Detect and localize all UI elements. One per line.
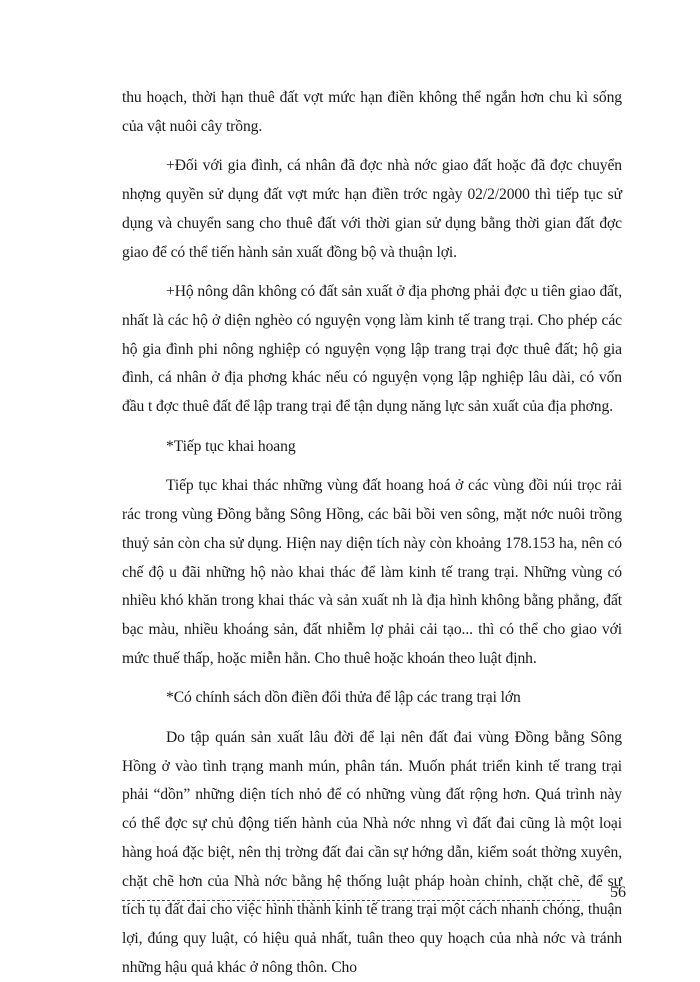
section-heading-don-dien: *Có chính sách dồn điền đổi thửa để lập các trang trại lớn xyxy=(166,689,521,707)
section-heading-khai-hoang: *Tiếp tục khai hoang xyxy=(166,437,296,455)
paragraph-3: +Hộ nông dân không có đất sản xuất ở địa phơng phải đợc u tiên giao đất, nhất là các hộ ở diện nghèo có nguyện vọng làm kinh tế trang trại. Cho phép các hộ gia đình phi nông nghiệp có nguyện vọng lập trang trại đợc thuê đất; hộ gia đình, cá nhân ở địa phơng khác nếu có nguyện vọng lập nghiệp lâu dài, có vốn đầu t đợc thuê đất để lập trang trại để tận dụng năng lực sản xuất của địa phơng. xyxy=(122,283,622,416)
body-text xyxy=(122,84,622,982)
page-number: 56 xyxy=(610,884,626,901)
paragraph-1: thu hoạch, thời hạn thuê đất vợt mức hạn điền không thể ngắn hơn chu kì sống của vật nuôi cây trồng. xyxy=(122,89,622,135)
paragraph-2: +Đối với gia đình, cá nhân đã đợc nhà nớc giao đất hoặc đã đợc chuyển nhợng quyền sử dụng đất vợt mức hạn điền trớc ngày 02/2/2000 thì tiếp tục sử dụng và chuyển sang cho thuê đất với thời gian sử dụng bằng thời gian đất đợc giao để có thể tiến hành sản xuất đồng bộ và thuận lợi. xyxy=(122,157,622,261)
paragraph-5: Do tập quán sản xuất lâu đời để lại nên đất đai vùng Đồng bằng Sông Hồng ở vào tình trạng manh mún, phân tán. Muốn phát triển kinh tế trang trại phải “dồn” những diện tích nhỏ để có những vùng đất rộng hơn. Quá trình này có thể đợc sự chủ động tiến hành của Nhà nớc nhng vì đất đai cũng là một loại hàng hoá đặc biệt, nên thị trờng đất đai cần sự hớng dẫn, kiểm soát thờng xuyên, chặt chẽ hơn của Nhà nớc bằng hệ thống luật pháp hoàn chỉnh, chặt chẽ, để sự tích tụ đất đai cho việc hình thành kinh tế trang trại một cách nhanh chóng, thuận lợi, đúng quy luật, có hiệu quả nhất, tuân theo quy hoạch của nhà nớc và tránh những hậu quả khác ở nông thôn. Cho xyxy=(122,729,622,976)
paragraph-4: Tiếp tục khai thác những vùng đất hoang hoá ở các vùng đồi núi trọc rải rác trong vùng Đồng bằng Sông Hồng, các bãi bồi ven sông, mặt nớc nuôi trồng thuỷ sản còn cha sử dụng. Hiện nay diện tích này còn khoảng 178.153 ha, nên có chế độ u đãi những hộ nào khai thác để làm kinh tế trang trại. Những vùng có nhiều khó khăn trong khai thác và sản xuất nh là địa hình không bằng phẳng, đất bạc màu, nhiều khoáng sản, đất nhiễm lợ phải cải tạo... thì có thể cho giao với mức thuế thấp, hoặc miễn hẳn. Cho thuê hoặc khoán theo luật định. xyxy=(122,477,622,667)
footer-divider xyxy=(122,900,580,901)
